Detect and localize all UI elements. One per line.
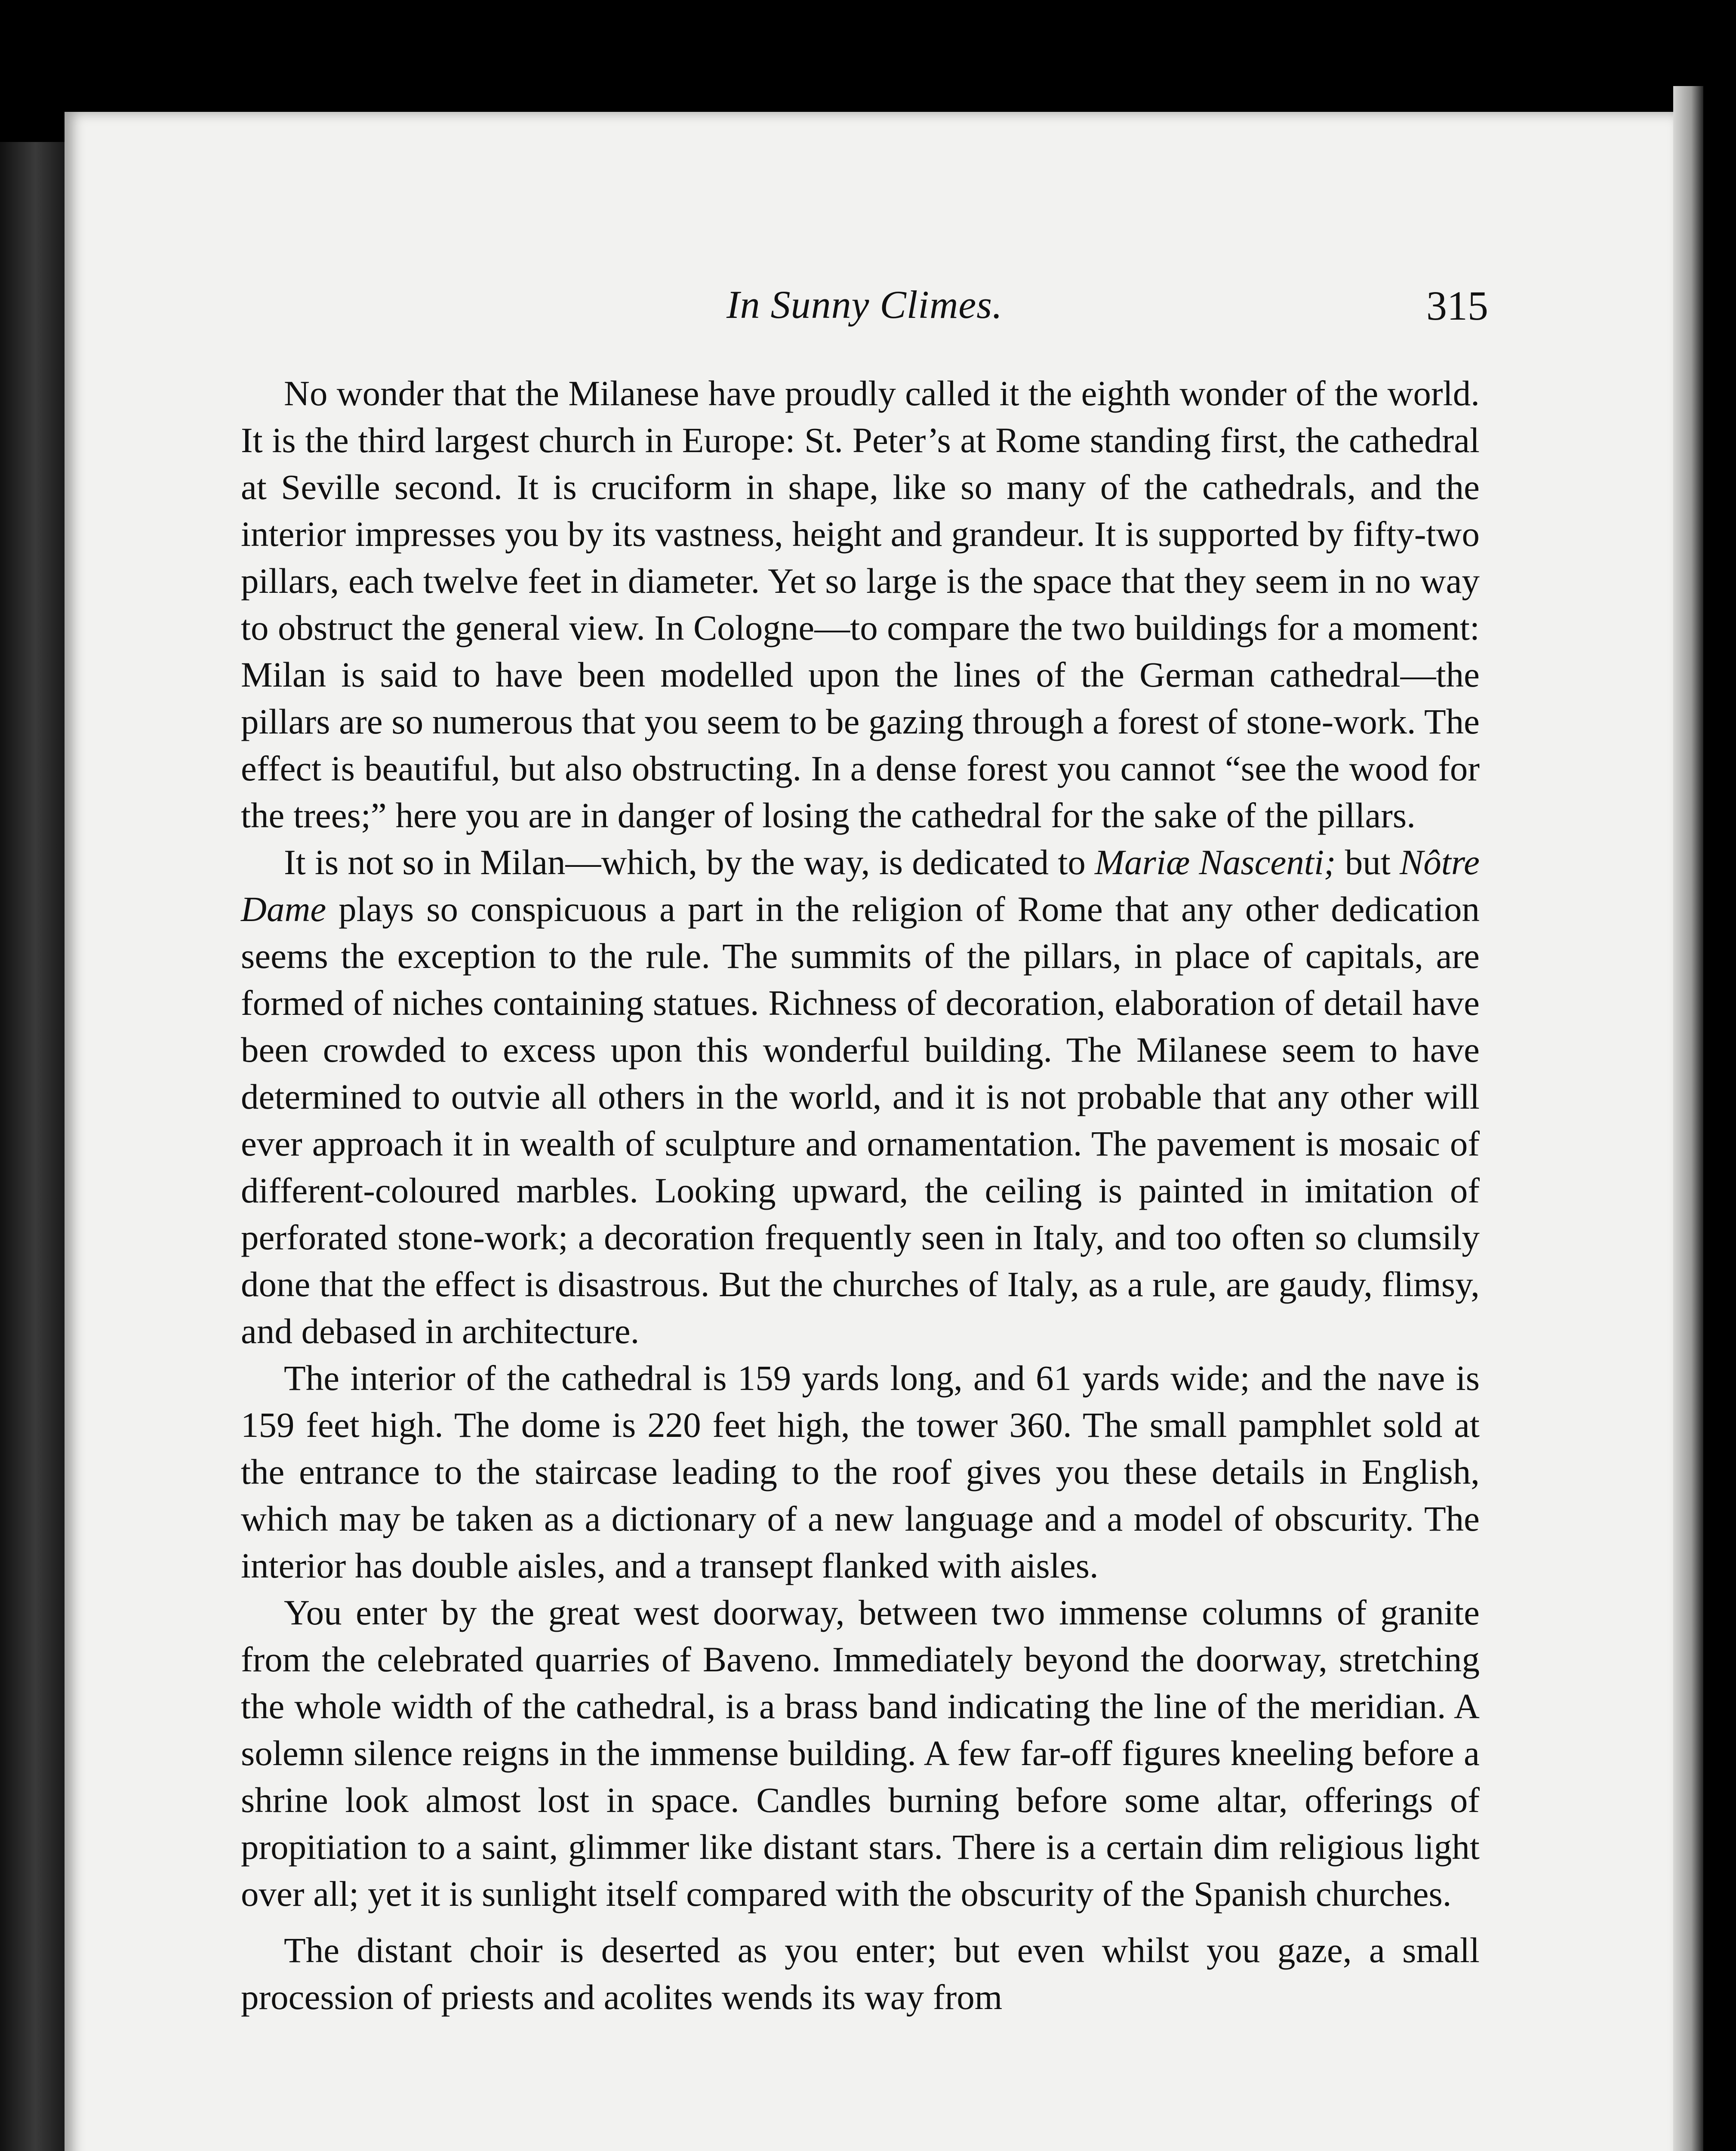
notre-dame-italic: Nôtre Dame — [241, 842, 1480, 929]
paragraph-3: The interior of the cathedral is 159 yards long, and 61 yards wide; and the nave is 159 feet high. The dome is 220 feet high, the tower 360. The small pamphlet sold at the entrance to the staircase leading to the roof gives you these details in English, which may be taken as a dictionary of a new language and a model of obscurity. The interior has double aisles, and a transept flanked with aisles. — [241, 1358, 1480, 1585]
page-header — [241, 282, 1488, 346]
page-number: 315 — [1426, 283, 1488, 329]
left-page-edge — [0, 142, 65, 2151]
dedication-name-italic: Mariæ Nascenti; — [1095, 842, 1336, 882]
paragraph-2-text-a: It is not so in Milan—which, by the way, is dedicated to — [284, 842, 1095, 882]
paragraph-2-text-b: but — [1336, 842, 1400, 882]
paragraph-2-text-c: plays so conspicuous a part in the religion of Rome that any other dedication seems the exception to the rule. The summits of the pillars, in place of capitals, are formed of niches containing statues. Richness of decoration, elaboration of detail have been crowded to excess upon this wonderful building. The Milanese seem to have determined to outvie all others in the world, and it is not probable that any other will ever approach it in wealth of sculpture and ornamentation. The pavement is mosaic of different-coloured marbles. Looking upward, the ceiling is painted in imitation of perforated stone-work; a decoration frequently seen in Italy, and too often so clumsily done that the effect is disastrous. But the churches of Italy, as a rule, are gaudy, flimsy, and debased in architecture. — [241, 889, 1480, 1351]
paragraph-4: You enter by the great west doorway, between two immense columns of granite from the celebrated quarries of Baveno. Immediately beyond the doorway, stretching the whole width of the cathedral, is a brass band indicating the line of the meridian. A solemn silence reigns in the immense building. A few far-off figures kneeling before a shrine look almost lost in space. Candles burning before some altar, offerings of propitiation to a saint, glimmer like distant stars. There is a certain dim religious light over all; yet it is sunlight itself compared with the obscurity of the Spanish churches. — [241, 1593, 1480, 1914]
paragraph-1: No wonder that the Milanese have proudly called it the eighth wonder of the world. It is the third largest church in Europe: St. Peter’s at Rome standing first, the cathedral at Seville second. It is cruciform in shape, like so many of the cathedrals, and the interior impresses you by its vastness, height and grandeur. It is supported by fifty-two pillars, each twelve feet in diameter. Yet so large is the space that they seem in no way to obstruct the general view. In Cologne—to compare the two buildings for a moment: Milan is said to have been modelled upon the lines of the German cathedral—the pillars are so numerous that you seem to be gazing through a forest of stone-work. The effect is beautiful, but also obstructing. In a dense forest you cannot “see the wood for the trees;” here you are in danger of losing the cathedral for the sake of the pillars. — [241, 373, 1480, 835]
body-text — [241, 370, 1480, 2021]
running-head: In Sunny Climes. — [726, 283, 1003, 327]
paragraph-2 — [241, 839, 1480, 1355]
paragraph-5: The distant choir is deserted as you enter; but even whilst you gaze, a small procession of priests and acolites wends its way from — [241, 1930, 1480, 2017]
right-page-edge — [1673, 86, 1703, 2151]
